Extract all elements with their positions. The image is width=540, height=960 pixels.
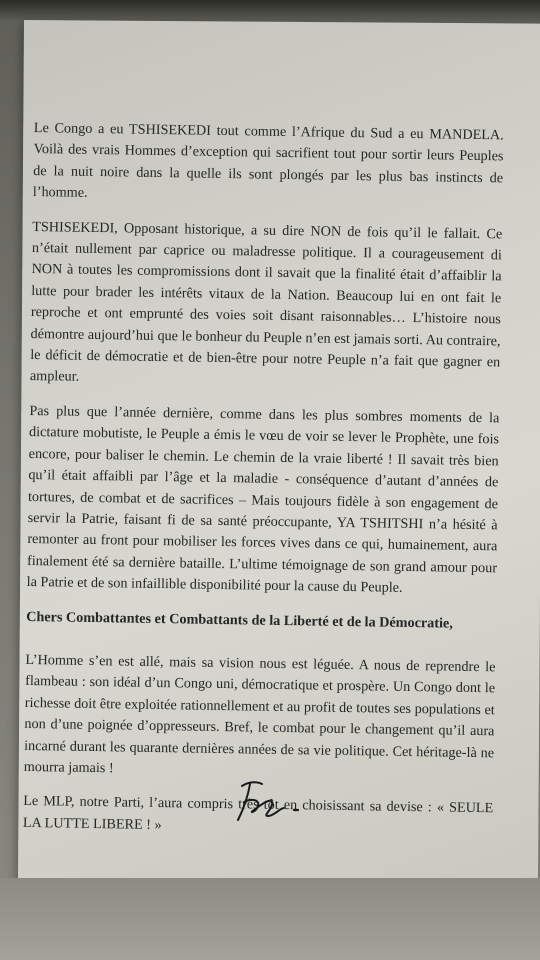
salutation-heading: Chers Combattantes et Combattants de la Liberté et de la Démocratie, <box>26 608 453 632</box>
top-shadow <box>0 0 540 22</box>
paragraph-opposant: TSHISEKEDI, Opposant historique, a su dire NON de fois qu’il le fallait. Ce n’était nullement par caprice ou maladresse politique. Il a courageusement di NON à toutes les compromissions dont il savait que la finalité était d’affaiblir la lutte pour brader les intérêts vitaux de la Nation. Beaucoup lui en ont fait le reproche et ont emprunté des voies soit disant raisonnables… L’histoire nous démontre aujourd’hui que le bonheur du Peuple n’en est jamais sorti. Au contraire, le déficit de démocratie et de bien-être pour notre Peuple n’a fait que gagner en ampleur. <box>29 218 503 386</box>
paragraph-derniere-bataille: Pas plus que l’année dernière, comme dans les plus sombres moments de la dictature mobutiste, le Peuple a émis le vœu de voir se lever le Prophète, une fois encore, pour baliser le chemin. Le chemin de la vraie liberté ! Il savait très bien qu’il était affaibli par l’âge et la maladie - conséquence d’autant d’années de tortures, de combat et de sacrifices – Mais toujours fidèle à son engagement de servir la Patrie, faisant fi de sa santé préoccupante, YA TSHITSHI n’a hésité à remonter au front pour mobiliser les forces vives dans ce qui, humainement, aura finalement été sa dernière bataille. L’ultime témoignage de son grand amour pour la Patrie et de son infaillible disponibilité pour la cause du Peuple. <box>26 402 500 596</box>
paragraph-intro: Le Congo a eu TSHISEKEDI tout comme l’Afrique du Sud a eu MANDELA. Voilà des vrais Hommes d’exception qui sacrifient tout pour sortir leurs Peuples de la nuit noire dans la quelle ils sont plongés par les plus bas instincts de l’homme. <box>32 119 504 202</box>
paragraph-devise: Le MLP, notre Parti, l’aura compris très tôt en choisissant sa devise : « SEULE LA LUTTE LIBERE ! » <box>22 793 494 833</box>
table-surface <box>0 878 540 960</box>
paragraph-heritage: L’Homme s’en est allé, mais sa vision nous est léguée. A nous de reprendre le flambeau : son idéal d’un Congo uni, démocratique et prospère. Un Congo dont le richesse doit être exploitée rationnellement et au profit de toutes ses populations et non d’une poignée d’oppresseurs. Bref, le combat pour le changement qu’il aura incarné durant les quarante dernières années de sa vie politique. Cet héritage-là ne mourra jamais ! <box>23 651 496 777</box>
letter-body <box>23 118 504 854</box>
handwritten-signature <box>232 772 322 828</box>
